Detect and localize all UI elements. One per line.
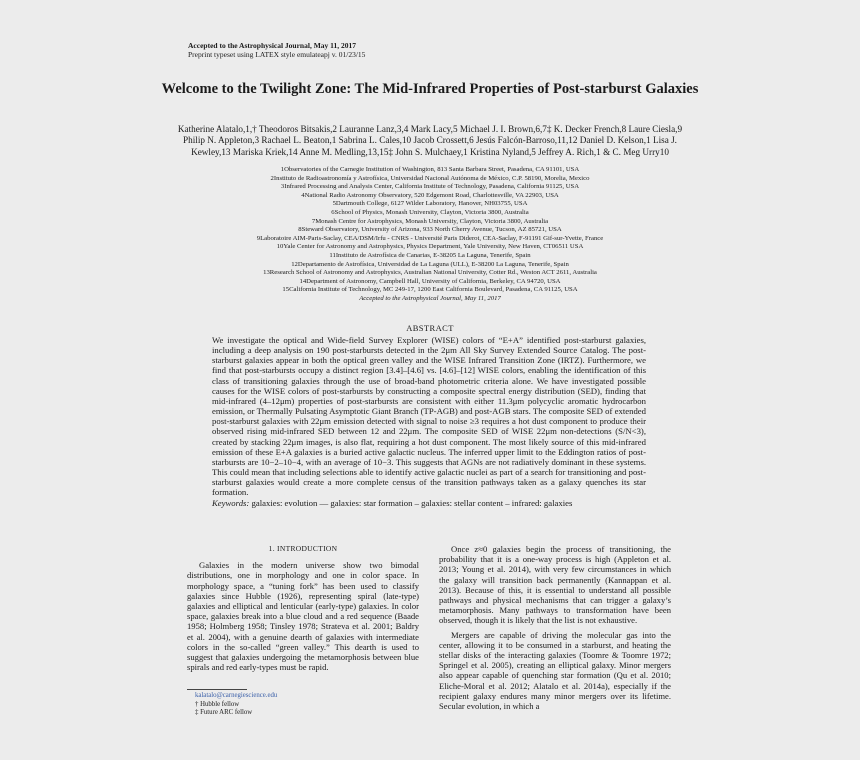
keywords-text: galaxies: evolution — galaxies: star formation – galaxies: stellar content – infrared: galaxies xyxy=(251,497,573,508)
intro-paragraph: Mergers are capable of driving the molecular gas into the center, allowing it to be consumed in a starburst, and heating the stellar disks of the interacting galaxies (Toomre & Toomre 1972; Springel et al. 2005), creating an elliptical galaxy. Minor mergers also appear capable of quenching star formation (Qu et al. 2010; Eliche-Moral et al. 2012; Alatalo et al. 2014a), especially if the recipient galaxy endures many minor mergers over its lifetime. Secular evolution, in which a xyxy=(439,629,671,712)
keywords-label: Keywords: xyxy=(212,497,250,508)
accepted-note: Accepted to the Astrophysical Journal, May 11, 2017 xyxy=(359,294,501,302)
footnote-rule xyxy=(187,689,247,690)
affiliation: 10Yale Center for Astronomy and Astrophysics, Physics Department, Yale University, New Haven, CT06511 USA xyxy=(276,243,584,251)
abstract-text: We investigate the optical and Wide-field Survey Explorer (WISE) colors of “E+A” identified post-starburst galaxies, including a deep analysis on 190 post-starbursts detected in the 2μm All Sky Survey Extended Source Catalog. The post-starburst galaxies appear in both the optical green valley and the WISE Infrared Transition Zone (IRTZ). Furthermore, we find that post-starbursts occupy a distinct region [3.4]–[4.6] vs. [4.6]–[12] WISE colors, enabling the identification of this class of transitioning galaxies through the use of broad-band photometric criteria alone. We have investigated possible causes for the WISE colors of post-starbursts by constructing a composite spectral energy distribution (SED), finding that mid-infrared (4–12μm) properties of post-starbursts are consistent with either 11.3μm polycyclic aromatic hydrocarbon emission, or Thermally Pulsating Asymptotic Giant Branch (TP-AGB) and post-AGB stars. The composite SED of extended post-starburst galaxies with 22μm emission detected with signal to noise ≥3 requires a hot dust component to produce their observed rising mid-infrared SED between 12 and 22μm. The composite SED of WISE 22μm non-detections (S/N<3), created by stacking 22μm images, is also flat, requiring a hot dust component. The most likely source of this mid-infrared emission of these E+A galaxies is a buried active galactic nucleus. The inferred upper limit to the Eddington ratios of post-starbursts are 10−2–10−4, with an average of 10−3. This suggests that AGNs are not radiatively dominant in these systems. This could mean that including selections able to identify active galactic nuclei as part of a search for transitioning and post-starburst galaxies would create a more complete census of the transition pathways taken as a galaxy quenches its star formation. xyxy=(212,335,646,498)
intro-paragraph: Once z≈0 galaxies begin the process of transitioning, the probability that it is a one-way process is high (Appleton et al. 2013; Young et al. 2014), with very few circumstances in which the galaxy will transition back permanently (Kannappan et al. 2013). Because of this, it is essential to understand all possible pathways and physical mechanisms that can trigger a galaxy’s metamorphosis. Many pathways to transformation have been observed, though it is likely that the list is not exhaustive. xyxy=(439,544,671,626)
affiliation: 3Infrared Processing and Analysis Center, California Institute of Technology, Pasadena, California 91125, USA xyxy=(280,183,580,191)
section-heading-introduction: 1. INTRODUCTION xyxy=(268,544,338,553)
right-column xyxy=(439,544,671,715)
affiliation: 13Research School of Astronomy and Astrophysics, Australian National University, Cotter Rd., Weston ACT 2611, Australia xyxy=(263,269,597,277)
affiliation: 4National Radio Astronomy Observatory, 520 Edgemont Road, Charlottesville, VA 22903, USA xyxy=(301,191,559,199)
affiliation: 5Dartmouth College, 6127 Wilder Laboratory, Hanover, NH03755, USA xyxy=(332,200,528,208)
affiliation: 14Department of Astronomy, Campbell Hall, University of California, Berkeley, CA 94720, USA xyxy=(299,277,561,285)
affiliation: 1Observatories of the Carnegie Institution of Washington, 813 Santa Barbara Street, Pasadena, CA 91101, USA xyxy=(280,166,580,173)
journal-header xyxy=(188,41,365,59)
affiliation: 7Monash Centre for Astrophysics, Monash University, Clayton, Victoria 3800, Australia xyxy=(311,217,549,225)
affiliation: 12Departamento de Astrofísica, Universidad de La Laguna (ULL), E-38200 La Laguna, Tenerife, Spain xyxy=(291,260,569,268)
keywords xyxy=(212,498,646,508)
accepted-line: Accepted to the Astrophysical Journal, May 11, 2017 xyxy=(188,41,356,50)
author-list: Katherine Alatalo,1,† Theodoros Bitsakis,2 Lauranne Lanz,3,4 Mark Lacy,5 Michael J. I. Brown,6,7‡ K. Decker French,8 Laure Ciesla,9 Philip N. Appleton,3 Rachael L. Beaton,1 Sabrina L. Cales,10 Jacob Crossett,6 Jesús Falcón-Barroso,11,12 Daniel D. Kelson,1 Lisa J. Kewley,13 Mariska Kriek,14 Anne M. Medling,13,15‡ John S. Mulchaey,1 Kristina Nyland,5 Jeffrey A. Rich,1 & C. Meg Urry10 xyxy=(177,124,683,157)
email-link[interactable]: kalatalo@carnegiescience.edu xyxy=(195,692,278,699)
affiliation: 6School of Physics, Monash University, Clayton, Victoria 3800, Australia xyxy=(331,208,529,216)
affiliation: 8Steward Observatory, University of Arizona, 933 North Cherry Avenue, Tucson, AZ 85721, USA xyxy=(298,226,562,234)
footnotes xyxy=(187,689,419,718)
affiliation: 15California Institute of Technology, MC 249-17, 1200 East California Boulevard, Pasadena, CA 91125, USA xyxy=(282,286,578,294)
affiliation: 2Instituto de Radioastronomía y Astrofísica, Universidad Nacional Autónoma de México, C.P. 58190, Morelia, Mexico xyxy=(270,174,590,182)
abstract-body xyxy=(212,335,646,508)
paper-title: Welcome to the Twilight Zone: The Mid-Infrared Properties of Post-starburst Galaxies xyxy=(161,81,699,97)
abstract-heading: ABSTRACT xyxy=(406,323,454,333)
affiliation: 11Instituto de Astrofísica de Canarias, E-38205 La Laguna, Tenerife, Spain xyxy=(329,251,531,259)
preprint-line: Preprint typeset using LATEX style emulateapj v. 01/23/15 xyxy=(188,50,366,59)
affiliation: 9Laboratoire AIM-Paris-Saclay, CEA/DSM/Irfu - CNRS - Université Paris Diderot, CEA-Saclay, F-91191 Gif-sur-Yvette, France xyxy=(256,234,604,242)
intro-paragraph: Galaxies in the modern universe show two bimodal distributions, one in morphology and one in color space. In morphology space, a “tuning fork” has been used to classify galaxies since Hubble (1926), representing spiral (late-type) galaxies and elliptical and lenticular (early-type) galaxies. In color space, galaxies break into a blue cloud and a red sequence (Baade 1958; Holmberg 1958; Tinsley 1978; Strateva et al. 2001; Baldry et al. 2004), with a genuine dearth of galaxies with intermediate colors in the so-called “green valley.” This dearth is used to suggest that galaxies undergoing the metamorphosis between blue spirals and red early-types must be rapid. xyxy=(187,560,419,673)
affiliation-list xyxy=(170,166,690,304)
footnote: † Hubble fellow xyxy=(195,700,240,708)
left-column xyxy=(187,544,419,676)
footnote: ‡ Future ARC fellow xyxy=(195,709,253,716)
